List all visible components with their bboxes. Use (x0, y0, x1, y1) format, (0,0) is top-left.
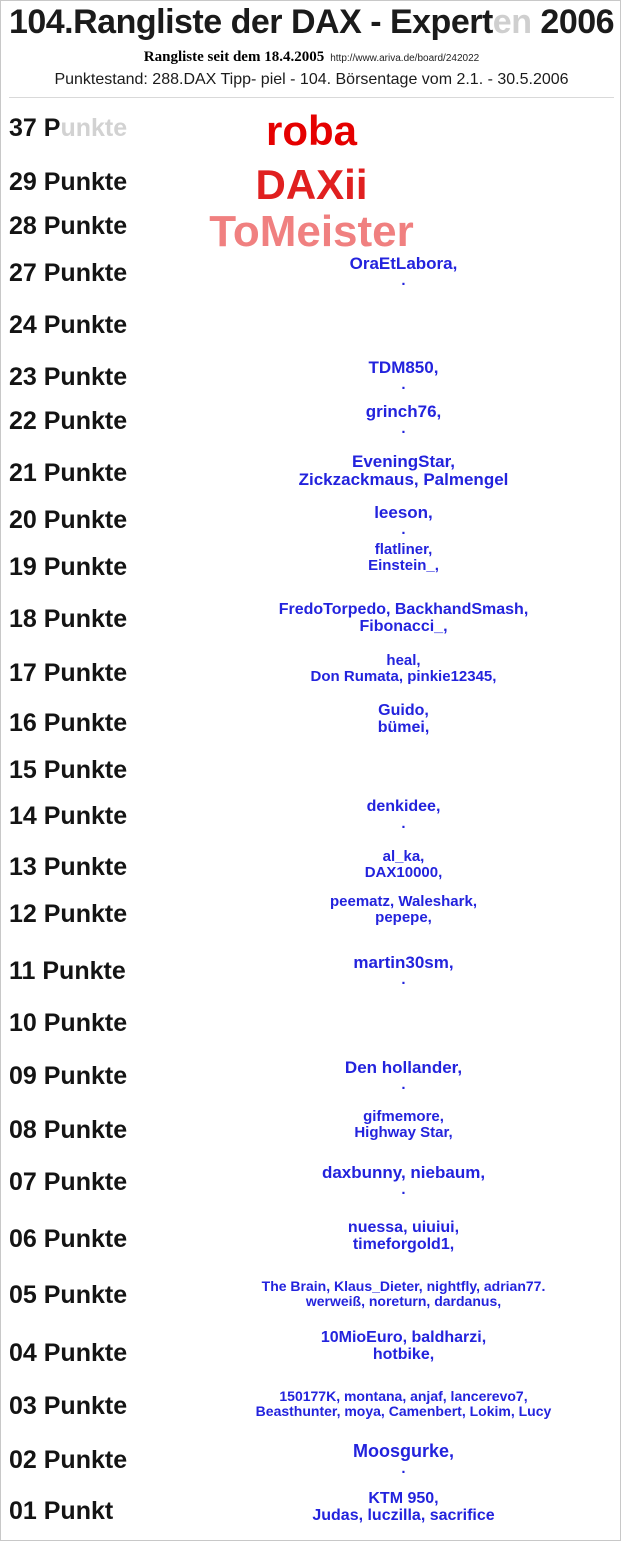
points-label: 13 Punkte (9, 853, 128, 881)
participant-names-line: daxbunny, niebaum, (321, 1163, 486, 1182)
participant-names (191, 1059, 616, 1093)
participant-names-line: Guido, (378, 702, 429, 719)
participant-names (191, 504, 616, 538)
points-label: 09 Punkte (9, 1062, 128, 1090)
participant-names (191, 1164, 616, 1198)
watermark-line-1: roba (265, 107, 357, 154)
participant-names (191, 1491, 616, 1525)
page-title-prefix: 1 (8, 3, 28, 41)
points-label: 12 Punkte (9, 900, 128, 928)
points-label: 15 Punkte (9, 756, 128, 784)
points-label: 04 Punkte (9, 1339, 128, 1367)
participant-names (191, 703, 616, 737)
points-label: 28 Punkte (9, 212, 128, 240)
points-label-text: 37 P (9, 114, 61, 142)
participant-names-line: . (401, 420, 406, 438)
participant-names (191, 1279, 616, 1309)
participant-names (191, 849, 616, 881)
participant-names-line: bümei, (377, 718, 430, 736)
subtitle (1, 49, 621, 66)
participant-names-line: Zickzackmaus, Palmengel (298, 470, 509, 490)
points-label: 23 Punkte (9, 363, 128, 391)
participant-names-line: hotbike, (372, 1345, 435, 1363)
participant-names-line: 150177K, montana, anjaf, lancerevo7, (279, 1388, 528, 1404)
points-label: 19 Punkte (9, 553, 128, 581)
participant-names-line: . (401, 272, 406, 290)
participant-names (191, 359, 616, 393)
participant-names-line: nuessa, uiuiui, (347, 1219, 460, 1236)
watermark-line-2: DAXii (255, 161, 368, 208)
points-label: 05 Punkte (9, 1281, 128, 1309)
points-label: 27 Punkte (9, 259, 128, 287)
participant-names-line: martin30sm, (353, 953, 454, 972)
participant-names-line: Fibonacci_, (359, 617, 448, 635)
participant-names (191, 799, 616, 832)
participant-names (191, 1330, 616, 1364)
participant-names-line: gifmemore, (363, 1108, 444, 1125)
participant-names (191, 894, 616, 926)
participant-names (191, 1442, 616, 1477)
participant-names (191, 1109, 616, 1141)
participant-names-line: EveningStar, (352, 452, 455, 471)
points-label-faded: unkte (60, 114, 128, 142)
points-label: 01 Punkt (9, 1497, 114, 1525)
participant-names-line: DAX10000, (364, 863, 443, 881)
participant-names-line: Einstein_, (368, 556, 439, 574)
participant-names-line: Den hollander, (344, 1058, 463, 1077)
participant-names-line: . (401, 1181, 406, 1199)
page-title-main: 04.Rangliste der DAX - Expert (27, 3, 493, 41)
points-label: 07 Punkte (9, 1168, 128, 1196)
points-label: 22 Punkte (9, 407, 128, 435)
participant-names (191, 602, 616, 636)
points-label: 18 Punkte (9, 605, 128, 633)
participant-names-line: flatliner, (374, 541, 433, 558)
participant-names-line: Highway Star, (354, 1123, 453, 1141)
participant-names-line: timeforgold1, (352, 1235, 455, 1253)
participant-names (191, 1389, 616, 1419)
points-label (9, 114, 127, 143)
participant-names (191, 653, 616, 685)
participant-names-line: peematz, Waleshark, (329, 893, 477, 910)
subtitle-text: Rangliste seit dem 18.4.2005 (143, 49, 325, 65)
points-label: 14 Punkte (9, 802, 128, 830)
participant-names-line: heal, (386, 652, 421, 669)
watermark-line-3: ToMeister (209, 207, 414, 256)
participant-names-line: . (401, 814, 406, 832)
points-label: 17 Punkte (9, 659, 128, 687)
points-label: 10 Punkte (9, 1009, 128, 1037)
points-label: 06 Punkte (9, 1225, 128, 1253)
participant-names-line: . (401, 376, 406, 394)
participant-names-line: . (401, 1460, 406, 1478)
participant-names-line: KTM 950, (368, 1490, 439, 1507)
participant-names (191, 954, 616, 988)
participant-names-line: Don Rumata, pinkie12345, (310, 667, 497, 685)
points-label: 02 Punkte (9, 1446, 128, 1474)
points-label: 24 Punkte (9, 311, 128, 339)
header-divider (9, 97, 614, 98)
participant-names (191, 403, 616, 437)
participant-names-line: . (401, 521, 406, 539)
participant-names-line: pepepe, (375, 908, 432, 926)
points-label: 21 Punkte (9, 459, 128, 487)
participant-names-line: Judas, luczilla, sacrifice (312, 1506, 495, 1524)
points-label: 29 Punkte (9, 168, 128, 196)
participant-names-line: . (401, 1076, 406, 1094)
participant-names-line: FredoTorpedo, BackhandSmash, (278, 601, 529, 618)
participant-names-line: Moosgurke, (352, 1441, 454, 1461)
points-label: 03 Punkte (9, 1392, 128, 1420)
participant-names-line: leeson, (374, 503, 433, 522)
participant-names-line: . (401, 971, 406, 989)
source-url[interactable]: http://www.ariva.de/board/242022 (330, 53, 480, 64)
participant-names (191, 1220, 616, 1254)
participant-names-line: The Brain, Klaus_Dieter, nightfly, adrian77. (261, 1278, 546, 1294)
participant-names (191, 255, 616, 289)
page-title (1, 3, 621, 42)
participant-names-line: werweiß, noreturn, dardanus, (305, 1292, 502, 1309)
participant-names-line: 10MioEuro, baldharzi, (320, 1329, 487, 1346)
participant-names-line: al_ka, (382, 848, 425, 865)
participant-names-line: grinch76, (365, 402, 442, 421)
page-title-year: 2006 (540, 3, 615, 41)
participant-names-line: TDM850, (368, 358, 439, 377)
points-label: 11 Punkte (9, 957, 126, 985)
participant-names-line: denkidee, (366, 798, 441, 815)
points-label: 16 Punkte (9, 709, 128, 737)
participant-names (191, 542, 616, 574)
participant-names-line: OraEtLabora, (349, 254, 458, 273)
participant-names-line: Beasthunter, moya, Camenbert, Lokim, Lucy (255, 1402, 552, 1419)
points-status-line: Punktestand: 288.DAX Tipp- piel - 104. Börsentage vom 2.1. - 30.5.2006 (54, 71, 569, 88)
points-label: 20 Punkte (9, 506, 128, 534)
page-title-ghost-text: en (492, 3, 532, 41)
participant-names (191, 453, 616, 489)
points-label: 08 Punkte (9, 1116, 128, 1144)
